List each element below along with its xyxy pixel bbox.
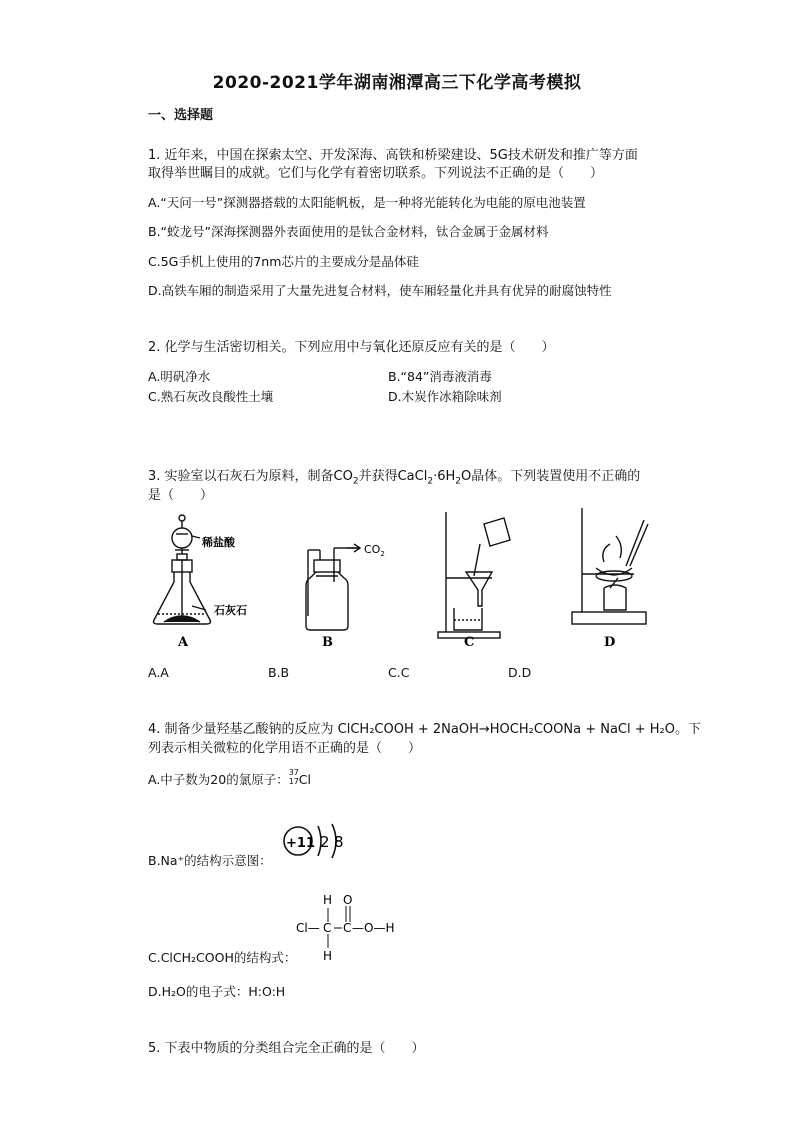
q2-option-c: C.熟石灰改良酸性土壤 xyxy=(148,389,274,404)
q3-option-a: A.A xyxy=(148,665,169,680)
q4-stem-line2: 列表示相关微粒的化学用语不正确的是（ ） xyxy=(148,741,422,756)
apparatus-c xyxy=(438,512,510,638)
apparatus-a xyxy=(154,515,211,624)
q4-option-b: B.Na⁺的结构示意图： xyxy=(148,853,272,868)
q3-stem-part4: O晶体。下列装置使用不正确的 xyxy=(460,469,641,484)
figure-letter-d: D xyxy=(604,635,616,650)
isotope-notation xyxy=(288,768,299,786)
apparatus-b xyxy=(306,544,360,630)
q4-option-a xyxy=(148,768,311,789)
label-co2: $CO_2$ xyxy=(364,543,385,558)
q1-option-c: C.5G手机上使用的7nm芯片的主要成分是晶体硅 xyxy=(148,254,419,269)
q4-stem-line1: 4. 制备少量羟基乙酸钠的反应为 ClCH₂COOH + 2NaOH→HOCH₂COONa + NaCl + H₂O。下 xyxy=(148,722,701,737)
label-limestone: 石灰石 xyxy=(214,604,247,617)
q1-stem-line2: 取得举世瞩目的成就。它们与化学有着密切联系。下列说法不正确的是（ ） xyxy=(148,166,604,181)
q3-stem-line1 xyxy=(148,467,640,487)
nucleus-charge: +11 xyxy=(286,836,315,851)
atom-o-h: —O—H xyxy=(352,921,395,935)
atom-cl: Cl— xyxy=(296,921,320,935)
shell-1-electrons: 2 xyxy=(320,833,330,851)
q2-stem: 2. 化学与生活密切相关。下列应用中与氧化还原反应有关的是（ ） xyxy=(148,340,555,355)
q1-option-d: D.高铁车厢的制造采用了大量先进复合材料，使车厢轻量化并具有优异的耐腐蚀特性 xyxy=(148,283,612,298)
atom-o-top: O xyxy=(343,893,353,907)
atomic-number: 17 xyxy=(288,777,299,786)
q3-stem-sub1: 2 xyxy=(352,476,359,487)
q3-option-d: D.D xyxy=(508,665,532,680)
page-title: 2020-2021学年湖南湘潭高三下化学高考模拟 xyxy=(212,73,582,93)
q2-option-a: A.明矾净水 xyxy=(148,369,211,384)
shell-2-electrons: 8 xyxy=(334,833,344,851)
q1-stem-line1: 1. 近年来，中国在探索太空、开发深海、高铁和桥梁建设、5G技术研发和推广等方面 xyxy=(148,148,638,163)
q3-stem-line2: 是（ ） xyxy=(148,488,214,503)
q1-option-a: A.“天问一号”探测器搭载的太阳能帆板，是一种将光能转化为电能的原电池装置 xyxy=(148,195,586,210)
apparatus-d xyxy=(572,508,648,624)
q3-option-b: B.B xyxy=(268,665,290,680)
q3-stem-part1: 3. 实验室以石灰石为原料，制备CO xyxy=(148,469,353,484)
q4-option-a-text: A.中子数为20的氯原子： xyxy=(148,772,289,787)
q3-stem-part2: 并获得CaCl xyxy=(358,469,428,484)
atom-h-top: H xyxy=(323,893,333,907)
atom-c2: C xyxy=(343,921,352,935)
atom-h-bottom: H xyxy=(323,949,333,963)
label-dilute-hcl: 稀盐酸 xyxy=(202,536,235,549)
mass-number: 37 xyxy=(288,768,299,777)
q2-option-d: D.木炭作冰箱除味剂 xyxy=(388,389,502,404)
figure-letter-a: A xyxy=(178,635,189,650)
q3-stem-sub3: 2 xyxy=(455,476,461,487)
q5-stem: 5. 下表中物质的分类组合完全正确的是（ ） xyxy=(148,1041,425,1056)
q3-apparatus-figure xyxy=(148,506,668,652)
q4-option-d: D.H₂O的电子式：H:O:H xyxy=(148,984,286,999)
structural-formula xyxy=(292,892,412,964)
figure-letter-c: C xyxy=(464,635,475,650)
q4-option-c: C.ClCH₂COOH的结构式： xyxy=(148,950,297,965)
element-symbol: Cl xyxy=(298,772,311,787)
na-ion-structure-diagram xyxy=(280,818,360,864)
q2-option-b: B.“84”消毒液消毒 xyxy=(388,369,492,384)
atom-c1: C xyxy=(323,921,332,935)
q3-stem-part3: ·6H xyxy=(433,469,456,484)
q3-option-c: C.C xyxy=(388,665,410,680)
section-heading: 一、选择题 xyxy=(148,108,214,123)
figure-letter-b: B xyxy=(322,635,333,650)
q3-stem-sub2: 2 xyxy=(427,476,434,487)
q1-option-b: B.“蛟龙号”深海探测器外表面使用的是钛合金材料，钛合金属于金属材料 xyxy=(148,224,549,239)
